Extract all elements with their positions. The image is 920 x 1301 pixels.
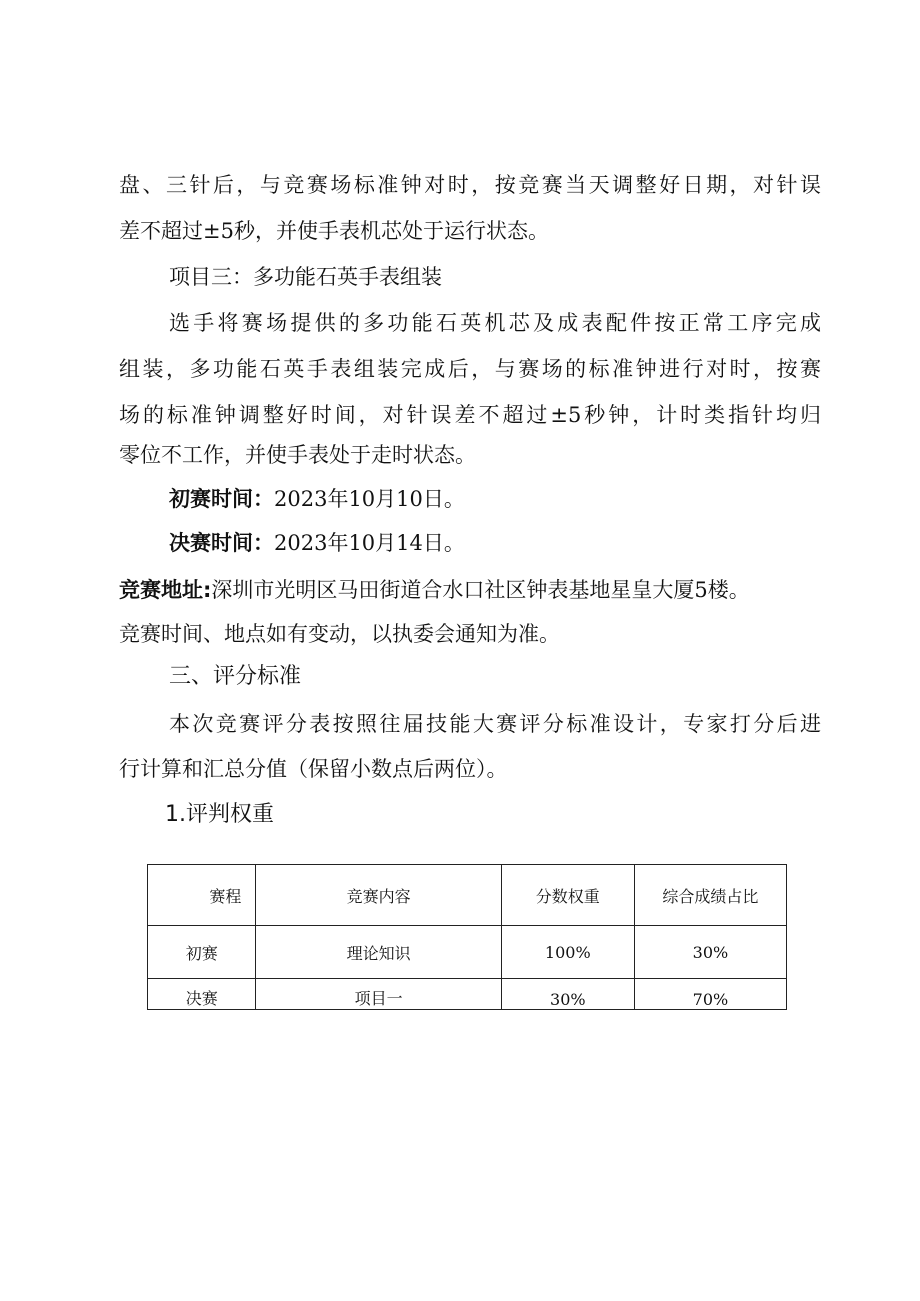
- paragraph-line: 零位不工作，并使手表处于走时状态。: [119, 443, 476, 467]
- final-time-label: 决赛时间：: [169, 531, 274, 555]
- paragraph-line: 差不超过±5秒，并使手表机芯处于运行状态。: [119, 219, 549, 243]
- table-row: [148, 926, 787, 979]
- schedule-note: 竞赛时间、地点如有变动，以执委会通知为准。: [119, 622, 560, 646]
- paragraph-line: 组装，多功能石英手表组装完成后，与赛场的标准钟进行对时，按赛: [119, 357, 821, 381]
- table-header-cell: 分数权重: [501, 865, 634, 926]
- paragraph-line: 本次竞赛评分表按照往届技能大赛评分标准设计，专家打分后进: [169, 712, 821, 736]
- venue-label: 竞赛地址:: [119, 578, 212, 602]
- paragraph-line: 盘、三针后，与竞赛场标准钟对时，按竞赛当天调整好日期，对针误: [119, 173, 821, 197]
- table-cell: 70%: [634, 979, 786, 1010]
- paragraph-line: 选手将赛场提供的多功能石英机芯及成表配件按正常工序完成: [169, 311, 821, 335]
- table-row: [148, 979, 787, 1010]
- table-cell: 理论知识: [256, 926, 501, 979]
- venue-value: 深圳市光明区马田街道合水口社区钟表基地星皇大厦5楼。: [211, 578, 750, 602]
- section-title: 三、评分标准: [169, 664, 302, 689]
- table-header-cell: 竞赛内容: [256, 865, 501, 926]
- prelim-time-label: 初赛时间：: [169, 487, 274, 511]
- venue: [119, 575, 821, 605]
- subsection-title: 1.评判权重: [165, 802, 274, 827]
- item-title: 项目三：多功能石英手表组装: [169, 265, 442, 289]
- table-header-cell: 综合成绩占比: [634, 865, 786, 926]
- table-cell: 100%: [501, 926, 634, 979]
- table-cell: 30%: [501, 979, 634, 1010]
- table-header-row: [148, 865, 787, 926]
- paragraph-line: 行计算和汇总分值（保留小数点后两位）。: [119, 757, 508, 781]
- table-cell: 决赛: [148, 979, 256, 1010]
- final-time-value: 2023年10月14日。: [274, 531, 465, 555]
- table-header-cell: 赛程: [148, 865, 256, 926]
- table-cell: 30%: [634, 926, 786, 979]
- paragraph-line: 场的标准钟调整好时间，对针误差不超过±5秒钟，计时类指针均归: [119, 403, 821, 427]
- table-cell: 项目一: [256, 979, 501, 1010]
- final-time: [169, 528, 465, 558]
- prelim-time-value: 2023年10月10日。: [274, 487, 465, 511]
- prelim-time: [169, 484, 465, 514]
- table-cell: 初赛: [148, 926, 256, 979]
- weight-table: [147, 864, 787, 1010]
